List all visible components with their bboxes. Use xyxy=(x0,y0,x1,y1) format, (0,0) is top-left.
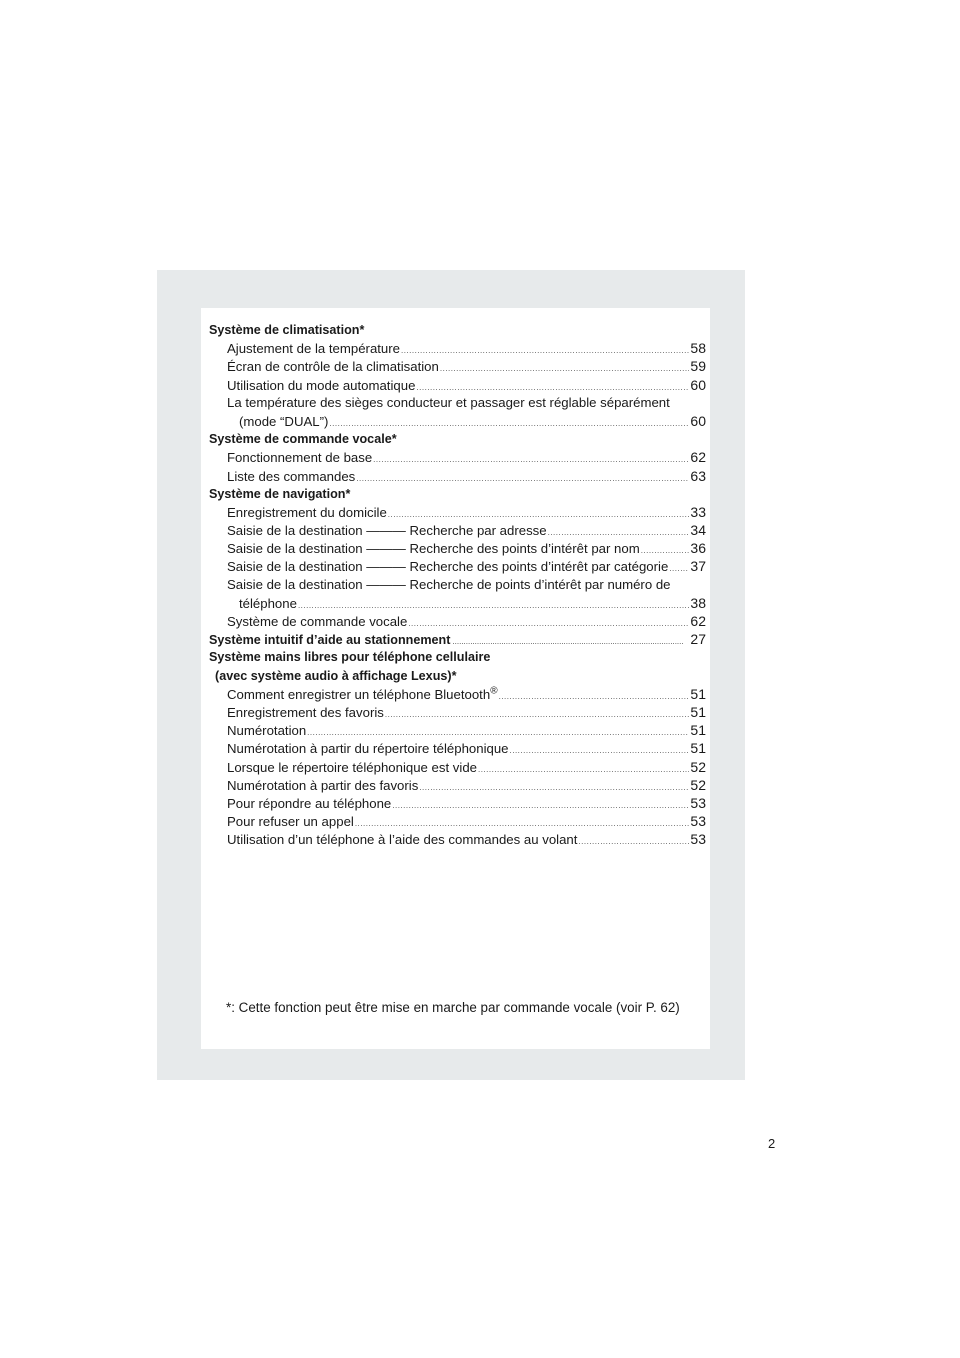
page-ref: 62 xyxy=(690,613,706,629)
page-ref: 33 xyxy=(690,503,706,520)
toc-entry[interactable]: Utilisation du mode automatique ..... 60 xyxy=(209,376,706,394)
toc-entry[interactable]: Écran de contrôle de la climatisation ..... 59 xyxy=(209,357,706,375)
page-ref: 51 xyxy=(690,685,706,702)
toc-entry[interactable]: La température des sièges conducteur et passager est réglable séparément xyxy=(227,394,670,410)
section-title-climatisation: Système de climatisation* xyxy=(209,323,365,337)
toc-entry[interactable]: Saisie de la destination ——— Recherche par adresse ..... 34 xyxy=(209,521,706,539)
page-ref: 62 xyxy=(690,449,706,466)
section-title-stationnement[interactable]: Système intuitif d’aide au stationnement ..... 27 xyxy=(209,630,706,648)
toc-entry[interactable]: Enregistrement du domicile ..... 33 xyxy=(209,503,706,521)
page-ref: 63 xyxy=(690,467,706,484)
toc-entry[interactable]: Utilisation d’un téléphone à l’aide des commandes au volant ..... 53 xyxy=(209,830,706,848)
page-ref: 52 xyxy=(690,776,706,793)
toc-entry[interactable]: Lorsque le répertoire téléphonique est vide ..... 52 xyxy=(209,758,706,776)
section-subtitle-mains-libres: (avec système audio à affichage Lexus)* xyxy=(215,668,457,683)
toc-entry-continuation[interactable]: téléphone ..... 38 xyxy=(209,594,706,612)
toc-entry[interactable]: Système de commande vocale ..... 62 xyxy=(209,612,706,630)
page-ref: 52 xyxy=(690,758,706,775)
page-ref: 51 xyxy=(690,703,706,720)
toc-entry[interactable]: Saisie de la destination ——— Recherche de points d’intérêt par numéro de xyxy=(227,576,671,592)
page-ref: 60 xyxy=(690,376,706,393)
toc-entry-continuation[interactable]: (mode “DUAL”) ..... 60 xyxy=(209,412,706,430)
section-title-mains-libres: Système mains libres pour téléphone cellulaire xyxy=(209,650,491,665)
page-ref: 36 xyxy=(690,540,706,557)
toc-entry[interactable]: Numérotation ..... 51 xyxy=(209,721,706,739)
page-ref: 34 xyxy=(690,522,706,539)
page-ref: 58 xyxy=(690,340,706,357)
page-ref: 53 xyxy=(690,831,706,848)
page-ref: 53 xyxy=(690,813,706,830)
page-number: 2 xyxy=(768,1136,776,1151)
toc-entry[interactable]: Numérotation à partir des favoris ..... 52 xyxy=(209,776,706,794)
toc-entry[interactable]: Fonctionnement de base ..... 62 xyxy=(209,448,706,466)
page-ref: 53 xyxy=(690,794,706,811)
toc-entry[interactable]: Pour refuser un appel ..... 53 xyxy=(209,812,706,830)
page-ref: 51 xyxy=(690,740,706,757)
toc-entry[interactable]: Saisie de la destination ——— Recherche des points d’intérêt par nom ..... 36 xyxy=(209,539,706,557)
page-ref: 51 xyxy=(690,722,706,739)
registered-mark: ® xyxy=(490,685,498,697)
page-ref: 27 xyxy=(690,631,706,648)
page-ref: 59 xyxy=(690,358,706,375)
page-ref: 38 xyxy=(690,594,706,611)
table-of-contents xyxy=(209,321,706,848)
toc-entry[interactable]: Liste des commandes ..... 63 xyxy=(209,467,706,485)
footnote: *: Cette fonction peut être mise en marche par commande vocale (voir P. 62) xyxy=(226,1000,680,1015)
toc-entry[interactable]: Enregistrement des favoris ..... 51 xyxy=(209,703,706,721)
toc-entry[interactable]: Saisie de la destination ——— Recherche des points d’intérêt par catégorie ..... 37 xyxy=(209,557,706,575)
toc-entry[interactable]: Pour répondre au téléphone ..... 53 xyxy=(209,794,706,812)
section-title-commande-vocale: Système de commande vocale* xyxy=(209,432,397,447)
page-ref: 37 xyxy=(690,558,706,575)
toc-entry[interactable]: Comment enregistrer un téléphone Bluetooth® ..... 51 xyxy=(209,685,706,703)
page-ref: 60 xyxy=(690,412,706,429)
toc-entry[interactable]: Numérotation à partir du répertoire téléphonique ..... 51 xyxy=(209,739,706,757)
toc-entry[interactable]: Ajustement de la température ..... 58 xyxy=(209,339,706,357)
section-title-navigation: Système de navigation* xyxy=(209,486,351,501)
